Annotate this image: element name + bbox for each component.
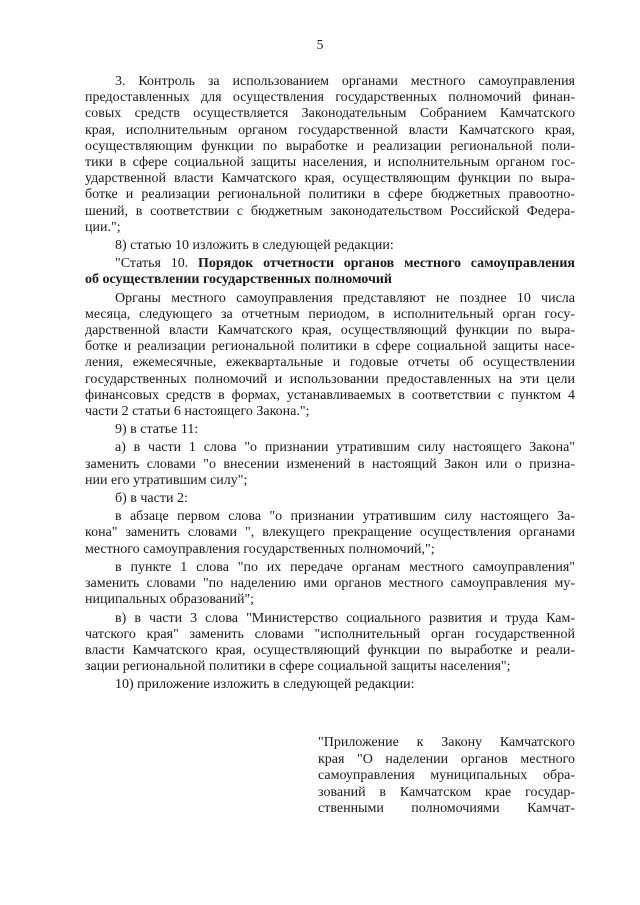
text-line: 3. Контроль за использованием органами местного самоуправления — [115, 74, 575, 89]
text-line: нии его утратившим силу"; — [85, 472, 248, 488]
text-line: края, исполнительным органом государственной власти Камчатского края, — [85, 122, 575, 138]
text-line: совых средств осуществляется Законодательным Собранием Камчатского — [85, 106, 575, 122]
heading-prefix: "Статья 10. — [115, 256, 198, 272]
article-10-heading — [85, 256, 575, 288]
text-line: заменить словами "о внесении изменений в настоящий Закон или о призна- — [85, 456, 575, 472]
heading-line — [85, 256, 575, 272]
text-line: дарственной власти Камчатского края, осуществляющий функции по выра- — [85, 323, 575, 339]
paragraph-item-10: 10) приложение изложить в следующей редакции: — [115, 677, 415, 693]
text-line: заменить словами "по наделению ими органов местного самоуправления му- — [85, 576, 575, 592]
appendix-heading-block — [318, 735, 575, 818]
text-line: финансовых средств в формах, устанавливаемых в соответствии с пунктом 4 — [85, 387, 575, 403]
text-line: месяца, следующего за отчетным периодом, в исполнительный орган госу- — [85, 306, 575, 322]
text-line: власти Камчатского края, осуществляющий функции по выработке и реали- — [85, 642, 575, 658]
appendix-line: края "О наделении органов местного — [318, 751, 575, 767]
text-line: государственных полномочий и использовании предоставленных на эти цели — [85, 371, 575, 387]
text-line: Органы местного самоуправления представляют не позднее 10 числа — [115, 290, 575, 306]
paragraph-control — [85, 74, 575, 236]
appendix-line: "Приложение к Закону Камчатского — [318, 735, 575, 750]
text-line: ботке и реализации региональной политики в сфере бюджетных правоотно- — [85, 187, 575, 203]
text-line: в) в части 3 слова "Министерство социального развития и труда Кам- — [115, 610, 575, 626]
appendix-line: зований в Камчатском крае государ- — [318, 784, 575, 800]
text-line: ления, ежемесячные, ежеквартальные и годовые отчеты об осуществлении — [85, 355, 575, 371]
heading-bold-1: Порядок отчетности органов местного самоуправления — [197, 256, 575, 272]
text-line: ударственной власти Камчатского края, осуществляющим функции по выра- — [85, 171, 575, 187]
text-line: шений, в соответствии с бюджетным законодательством Российской Федера- — [85, 203, 575, 219]
paragraph-item-9b-point1 — [85, 560, 575, 609]
paragraph-item-9: 9) в статье 11: — [115, 422, 199, 438]
heading-bold-2: об осуществлении государственных полномочий — [85, 272, 392, 288]
text-line: ции."; — [85, 219, 121, 235]
text-line: ниципальных образований"; — [85, 592, 255, 608]
text-line: зации региональной политики в сфере социальной защиты населения"; — [85, 659, 511, 675]
text-line: части 2 статьи 6 настоящего Закона."; — [85, 404, 310, 420]
paragraph-item-9b: б) в части 2: — [115, 491, 188, 507]
paragraph-item-9a — [85, 440, 575, 489]
text-line: осуществляющим функции по выработке и реализации региональной поли- — [85, 138, 575, 154]
appendix-line: самоуправления муниципальных обра- — [318, 768, 575, 784]
text-line: кона" заменить словами ", влекущего прекращение осуществления органами — [85, 525, 575, 541]
text-line: тики в сфере социальной защиты населения, и исполнительным органом гос- — [85, 155, 575, 171]
text-line: чатского края" заменить словами "исполнительный орган государственной — [85, 626, 575, 642]
text-line: в пункте 1 слова "по их передаче органам местного самоуправления" — [115, 559, 575, 575]
paragraph-item-9b-first — [85, 509, 575, 558]
paragraph-item-9v — [85, 611, 575, 676]
document-body — [85, 74, 575, 696]
text-line: местного самоуправления государственных полномочий,"; — [85, 541, 435, 557]
text-line: а) в части 1 слова "о признании утратившим силу настоящего Закона" — [115, 440, 575, 456]
appendix-line: ственными полномочиями Камчат- — [318, 801, 575, 817]
text-line: предоставленных для осуществления государственных полномочий финан- — [85, 90, 575, 106]
paragraph-article-10-text — [85, 291, 575, 421]
paragraph-item-8: 8) статью 10 изложить в следующей редакции: — [115, 238, 394, 254]
text-line: ботке и реализации региональной политики в сфере социальной защиты насе- — [85, 339, 575, 355]
text-line: в абзаце первом слова "о признании утратившим силу настоящего За- — [115, 509, 575, 525]
page-number: 5 — [316, 37, 324, 52]
